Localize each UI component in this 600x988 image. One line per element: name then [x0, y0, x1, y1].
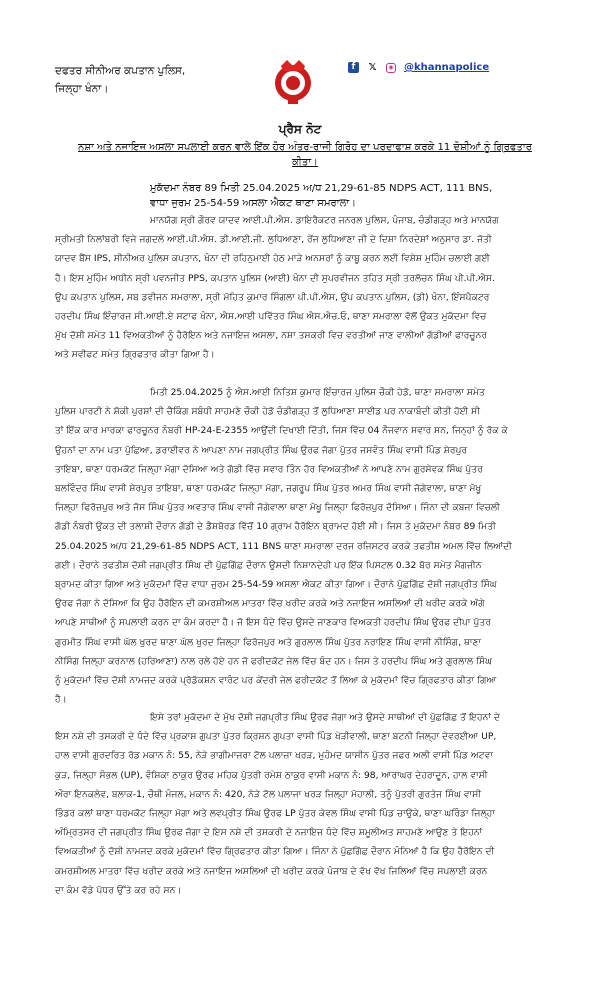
headline-line: ਨਸ਼ਾ ਅਤੇ ਨਜਾਇਜ ਅਸਲਾ ਸਪਲਾਈ ਕਰਨ ਵਾਲੇ ਇੱਕ ਹੋਰ ਅੰਤਰ-ਰਾਜੀ ਗਿਰੋਹ ਦਾ ਪਰਦਾਫਾਸ਼ ਕਰਕੇ 11 ਦੋਸ਼ੀਆਂ ਨੂੰ ਗ੍ਰਿਫਤਾਰ: [78, 142, 532, 153]
punjab-police-emblem-icon: [268, 56, 318, 106]
social-handle[interactable]: @khannapolice: [404, 62, 490, 73]
headline: [60, 140, 550, 170]
paragraph-1: [55, 211, 550, 365]
headline-line: ਕੀਤਾ।: [292, 157, 318, 168]
text-line: ਮਿਤੀ 25.04.2025 ਨੂੰ ਐਸ.ਆਈ ਨਿਤਿਸ਼ ਕੁਮਾਰ ਇੰਚਾਰਜ ਪੁਲਿਸ ਚੌਕੀ ਹੇਡੋ, ਥਾਣਾ ਸਮਰਾਲਾ ਸਮੇਤ: [150, 387, 485, 398]
social-links: [348, 62, 489, 73]
text-line: ਇਸੇ ਤਰਾਂ ਮੁਕੱਦਮਾ ਦੇ ਮੁੱਖ ਦੋਸ਼ੀ ਜਗਪ੍ਰੀਤ ਸਿੰਘ ਉਰਫ ਜੱਗਾ ਅਤੇ ਉਸਦੇ ਸਾਥੀਆਂ ਦੀ ਪੁੱਛਗਿੱਛ ਤੋਂ ਇਹਨਾਂ ਦੇ: [150, 712, 500, 723]
text-line: ਤਾਇਬਾ, ਥਾਣਾ ਧਰਮਕੋਟ ਜਿਲ੍ਹਾ ਮੋਗਾ ਦੱਸਿਆ ਅਤੇ ਗੱਡੀ ਵਿੱਚ ਸਵਾਰ ਤਿੰਨ ਹੋਰ ਵਿਅਕਤੀਆਂ ਨੇ ਆਪਣੇ ਨਾਮ ਗੁਰਸੇਵਕ ਸਿੰਘ ਪੁੱਤਰ: [55, 463, 483, 475]
text-line: ਅਤੇ ਸਵੀਫਟ ਸਮੇਤ ਗ੍ਰਿਫਤਾਰ ਕੀਤਾ ਗਿਆ ਹੈ।: [55, 349, 215, 361]
text-line: ਭਿੰਡਰ ਕਲਾਂ ਥਾਣਾ ਧਰਮਕੋਟ ਜਿਲ੍ਹਾ ਮੋਗਾ ਅਤੇ ਲਵਪ੍ਰੀਤ ਸਿੰਘ ਉਰਫ LP ਪੁੱਤਰ ਕੇਵਲ ਸਿੰਘ ਵਾਸੀ ਪਿੰਡ ਚਾਉਕੇ, ਥਾਣਾ ਘਰਿੰਡਾ ਜਿਲ੍ਹਾ: [55, 808, 495, 820]
text-line: 25.04.2025 ਅ/ਧ 21,29-61-85 NDPS ACT, 111 BNS ਥਾਣਾ ਸਮਰਾਲਾ ਦਰਜ ਰਜਿਸਟਰ ਕਰਕੇ ਤਫਤੀਸ਼ ਅਮਲ ਵਿੱਚ ਲਿਆਂਦੀ: [55, 540, 512, 552]
x-icon[interactable]: 𝕏: [368, 62, 377, 73]
text-line: ਗੁਰਮੀਤ ਸਿੰਘ ਵਾਸੀ ਘੱਲ ਖੁਰਦ ਥਾਣਾ ਘੱਲ ਖੁਰਦ ਜਿਲ੍ਹਾ ਫਿਰੋਜਪੁਰ ਅਤੇ ਗੁਰਲਾਲ ਸਿੰਘ ਪੁੱਤਰ ਨਰਾਇਣ ਸਿੰਘ ਵਾਸੀ ਨੀਸਿੰਗ, ਥਾਣਾ: [55, 636, 482, 648]
office-line-1: ਦਫਤਰ ਸੀਨੀਅਰ ਕਪਤਾਨ ਪੁਲਿਸ,: [55, 65, 186, 77]
text-line: ਨੂੰ ਮੁਕੱਦਮਾਂ ਵਿੱਚ ਦੋਸ਼ੀ ਨਾਮਜਦ ਕਰਕੇ ਪ੍ਰੋਡੱਕਸ਼ਨ ਵਾਰੰਟ ਪਰ ਕੇਂਦਰੀ ਜੇਲ ਫਰੀਦਕੋਟ ਤੋਂ ਲਿਆ ਕੇ ਮੁਕੱਦਮਾਂ ਵਿੱਚ ਗ੍ਰਿਫਤਾਰ ਕੀਤਾ ਗਿਆ: [55, 675, 497, 687]
text-line: ਅੰਮ੍ਰਿਤਸਰ ਦੀ ਜਗਪ੍ਰੀਤ ਸਿੰਘ ਉਰਫ ਜੱਗਾ ਦੇ ਇਸ ਨਸ਼ੇ ਦੀ ਤਸਕਰੀ ਦੇ ਨਜਾਇਜ ਧੰਦੇ ਵਿੱਚ ਸ਼ਮੂਲੀਅਤ ਸਾਹਮਣੇ ਆਉਣ ਤੇ ਇਹਨਾਂ: [55, 827, 483, 839]
text-line: ਬ੍ਰਾਮਦ ਕੀਤਾ ਗਿਆ ਅਤੇ ਮੁਕੱਦਮਾਂ ਵਿੱਚ ਵਾਧਾ ਜੁਰਮ 25-54-59 ਅਸਲਾ ਐਕਟ ਕੀਤਾ ਗਿਆ। ਦੌਰਾਨੇ ਪੁੱਛਗਿੱਛ ਦੋਸ਼ੀ ਜਗਪ੍ਰੀਤ ਸਿੰਘ: [55, 579, 497, 591]
case-line: ਮੁਕੱਦਮਾ ਨੰਬਰ 89 ਮਿਤੀ 25.04.2025 ਅ/ਧ 21,29-61-85 NDPS ACT, 111 BNS,: [150, 183, 493, 194]
text-line: ਆਪਣੇ ਸਾਥੀਆਂ ਨੂੰ ਸਪਲਾਈ ਕਰਨ ਦਾ ਕੰਮ ਕਰਦਾ ਹੈ। ਜੋ ਇਸ ਧੰਦੇ ਵਿੱਚ ਉਸਦੇ ਜਾਣਕਾਰ ਵਿਅਕਤੀ ਹਰਦੀਪ ਸਿੰਘ ਉਰਫ ਦੀਪਾ ਪੁੱਤਰ: [55, 617, 491, 629]
text-line: ਗਈ। ਦੌਰਾਨੇ ਤਫਤੀਸ਼ ਦੋਸ਼ੀ ਜਗਪ੍ਰੀਤ ਸਿੰਘ ਦੀ ਪੁੱਛਗਿੱਛ ਦੌਰਾਨ ਉਸਦੀ ਨਿਸ਼ਾਨਦੇਹੀ ਪਰ ਇੱਕ ਪਿਸਟਲ 0.32 ਬੋਰ ਸਮੇਤ ਮੈਗਜੀਨ: [55, 559, 482, 571]
text-line: ਉਹਨਾਂ ਦਾ ਨਾਮ ਪਤਾ ਪੁੱਛਿਆ, ਡਰਾਈਵਰ ਨੇ ਆਪਣਾ ਨਾਮ ਜਗਪ੍ਰੀਤ ਸਿੰਘ ਉਰਫ ਜੱਗਾ ਪੁੱਤਰ ਜਸਵੰਤ ਸਿੰਘ ਵਾਸੀ ਪਿੰਡ ਸ਼ੇਰਪੁਰ: [55, 444, 468, 456]
text-line: ਯਾਦਵ ਬੈਂਸ IPS, ਸੀਨੀਅਰ ਪੁਲਿਸ ਕਪਤਾਨ, ਖੰਨਾ ਦੀ ਰਹਿਨੁਮਾਈ ਹੇਠ ਮਾੜੇ ਅਨਸਰਾਂ ਨੂੰ ਕਾਬੂ ਕਰਨ ਲਈ ਵਿਸ਼ੇਸ਼ ਮੁਹਿੰਮ ਚਲਾਈ ਗਈ: [55, 253, 490, 265]
text-line: ਵਿਅਕਤੀਆਂ ਨੂੰ ਦੋਸ਼ੀ ਨਾਮਜਦ ਕਰਕੇ ਮੁਕੱਦਮਾਂ ਵਿੱਚ ਗ੍ਰਿਫਤਾਰ ਕੀਤਾ ਗਿਆ। ਜਿੰਨਾ ਨੇ ਪੁੱਛਗਿੱਛ ਦੌਰਾਨ ਮੰਨਿਆਂ ਹੈ ਕਿ ਉਹ ਹੈਰੋਇਨ ਦੀ: [55, 846, 495, 858]
text-line: ਮਾਨਯੋਗ ਸ੍ਰੀ ਗੌਰਵ ਯਾਦਵ ਆਈ.ਪੀ.ਐਸ. ਡਾਇਰੈਕਟਰ ਜਨਰਲ ਪੁਲਿਸ, ਪੰਜਾਬ, ਚੰਡੀਗੜ੍ਹ ਅਤੇ ਮਾਨਯੋਗ: [150, 215, 499, 226]
text-line: ਗੱਡੀ ਨੰਬਰੀ ਉਕਤ ਦੀ ਤਲਾਸ਼ੀ ਦੌਰਾਨ ਗੱਡੀ ਦੇ ਡੈਸ਼ਬੋਰਡ ਵਿੱਚੋਂ 10 ਗ੍ਰਾਮ ਹੈਰੋਇਨ ਬ੍ਰਾਮਦ ਹੋਈ ਸੀ। ਜਿਸ ਤੇ ਮੁਕੱਦਮਾ ਨੰਬਰ 89 ਮਿਤੀ: [55, 521, 496, 533]
text-line: ਮੁੱਖ ਦੋਸ਼ੀ ਸਮੇਤ 11 ਵਿਅਕਤੀਆਂ ਨੂੰ ਹੈਰੋਇਨ ਅਤੇ ਨਜਾਇਜ ਅਸਲਾ, ਨਸ਼ਾ ਤਸਕਰੀ ਵਿਚ ਵਰਤੀਆਂ ਜਾਣ ਵਾਲੀਆਂ ਗੱਡੀਆਂ ਫਾਰਚੂਨਰ: [55, 330, 488, 342]
text-line: ਹੈ। ਇਸ ਮੁਹਿੰਮ ਅਧੀਨ ਸ੍ਰੀ ਪਵਨਜੀਤ PPS, ਕਪਤਾਨ ਪੁਲਿਸ (ਆਈ) ਖੰਨਾ ਦੀ ਸੁਪਰਵੀਜਨ ਤਹਿਤ ਸ੍ਰੀ ਤਰਲੋਚਨ ਸਿੰਘ ਪੀ.ਪੀ.ਐਸ.: [55, 272, 496, 284]
instagram-icon[interactable]: ◉: [386, 63, 396, 73]
office-line-2: ਜਿਲ੍ਹਾ ਖੰਨਾ।: [55, 83, 109, 95]
text-line: ਬਲਵਿੰਦਰ ਸਿੰਘ ਵਾਸੀ ਸ਼ੇਰਪੁਰ ਤਾਇਬਾ, ਥਾਣਾ ਧਰਮਕੋਟ ਜਿਲ੍ਹਾ ਮੋਗਾ, ਜਗਰੂਪ ਸਿੰਘ ਪੁੱਤਰ ਅਮਰ ਸਿੰਘ ਵਾਸੀ ਜੋਗੇਵਾਲਾ, ਥਾਣਾ ਮੱਖੂ: [55, 483, 482, 495]
text-line: ਇਸ ਨਸ਼ੇ ਦੀ ਤਸਕਰੀ ਦੇ ਧੰਦੇ ਵਿੱਚ ਪ੍ਰਕਾਸ਼ ਗੁਪਤਾ ਪੁੱਤਰ ਕ੍ਰਿਸ਼ਨ ਗੁਪਤਾ ਵਾਸੀ ਪਿੰਡ ਖੇੜੀਵਾਲੀ, ਥਾਣਾ ਬਟਨੀ ਜਿਲ੍ਹਾ ਦੇਵਰਈਆ UP,: [55, 731, 497, 743]
text-line: ਤਾਂ ਇੱਕ ਕਾਰ ਮਾਰਕਾ ਫਾਰਚੂਨਰ ਨੰਬਰੀ HP-24-E-2355 ਆਉਂਦੀ ਦਿਖਾਈ ਦਿੱਤੀ, ਜਿਸ ਵਿੱਚ 04 ਨੌਜਵਾਨ ਸਵਾਰ ਸਨ, ਜਿਨ੍ਹਾਂ ਨੂੰ ਰੋਕ ਕੇ: [55, 425, 508, 437]
text-line: ਔਰਾ ਇਨਕਲੇਵ, ਬਲਾਕ-1, ਚੌਥੀ ਮੰਜਲ, ਮਕਾਨ ਨੰ: 420, ਨੇੜੇ ਟੋਲ ਪਲਾਜਾ ਖਰੜ ਜਿਲ੍ਹਾ ਮੋਹਾਲੀ, ਤਨੂੰ ਪੁੱਤਰੀ ਗੁਰਤੇਜ ਸਿੰਘ ਵਾਸੀ: [55, 788, 482, 800]
text-line: ਹੈ।: [55, 694, 67, 706]
page-title: ਪ੍ਰੈਸ ਨੋਟ: [278, 122, 322, 136]
paragraph-2: [55, 383, 550, 709]
office-address: [55, 62, 185, 98]
text-line: ਜਿਲ੍ਹਾ ਫਿਰੋਜ਼ਪੁਰ ਅਤੇ ਜੱਸ ਸਿੰਘ ਪੁੱਤਰ ਅਵਤਾਰ ਸਿੰਘ ਵਾਸੀ ਜੋਗੇਵਾਲਾ ਥਾਣਾ ਮੱਖੂ ਜਿਲ੍ਹਾ ਫਿਰੋਜ਼ਪੁਰ ਦੱਸਿਆ। ਜਿੰਨਾ ਦੀ ਕਬਜਾ ਵਿਚਲੀ: [55, 502, 500, 514]
paragraph-3: [55, 708, 550, 900]
text-line: ਨੀਸਿੰਗ ਜਿਲ੍ਹਾ ਕਰਨਾਲ (ਹਰਿਆਣਾ) ਨਾਲ ਰਲੇ ਹੋਏ ਹਨ ਜੋ ਫਰੀਦਕੋਟ ਜੇਲ ਵਿੱਚ ਬੰਦ ਹਨ। ਜਿਸ ਤੇ ਹਰਦੀਪ ਸਿੰਘ ਅਤੇ ਗੁਰਲਾਲ ਸਿੰਘ: [55, 655, 493, 667]
text-line: ਹਾਲ ਵਾਸੀ ਗੁਰਦਰਿਤ ਰੋਡ ਮਕਾਨ ਨੰ: 55, ਨੇੜੇ ਭਾਗੀਮਾਜਰਾ ਟੋਲ ਪਲਾਜ਼ਾ ਖਰੜ, ਮੁਹੰਮਦ ਯਾਸੀਨ ਪੁੱਤਰ ਜਫਰ ਅਲੀ ਵਾਸੀ ਪਿੰਡ ਅਟਵਾ: [55, 750, 493, 762]
text-line: ਕਮਰਸ਼ੀਅਲ ਮਾਤਰਾ ਵਿੱਚ ਖਰੀਦ ਕਰਕੇ ਅਤੇ ਨਜਾਇਜ ਅਸਲਿਆਂ ਦੀ ਖਰੀਦ ਕਰਕੇ ਪੰਜਾਬ ਦੇ ਵੱਖ ਵੱਖ ਜਿਲਿਆਂ ਵਿੱਚ ਸਪਲਾਈ ਕਰਨ: [55, 865, 488, 877]
case-info: [150, 181, 550, 211]
text-line: ਉਰਫ ਜੱਗਾ ਨੇ ਦੱਸਿਆ ਕਿ ਉਹ ਹੈਰੋਇਨ ਦੀ ਕਮਰਸ਼ੀਅਲ ਮਾਤਰਾ ਵਿੱਚ ਖਰੀਦ ਕਰਕੇ ਅਤੇ ਨਜਾਇਜ ਅਸਲਿਆਂ ਦੀ ਖਰੀਦ ਕਰਕੇ ਅੱਗੇ: [55, 598, 485, 610]
text-line: ਦਾ ਕੰਮ ਵੱਡੇ ਪੱਧਰ ਉੱਤੇ ਕਰ ਰਹੇ ਸਨ।: [55, 884, 182, 896]
text-line: ਉਪ ਕਪਤਾਨ ਪੁਲਿਸ, ਸਬ ਡਵੀਜਨ ਸਮਰਾਲਾ, ਸ੍ਰੀ ਮੋਹਿਤ ਕੁਮਾਰ ਸਿੰਗਲਾ ਪੀ.ਪੀ.ਐਸ, ਉਪ ਕਪਤਾਨ ਪੁਲਿਸ, (ਡੀ) ਖੰਨਾ, ਇੰਸਪੈਕਟਰ: [55, 291, 490, 303]
facebook-icon[interactable]: f: [348, 62, 359, 73]
text-line: ਪੁਲਿਸ ਪਾਰਟੀ ਨੇ ਸ਼ੱਕੀ ਪੁਰਸ਼ਾਂ ਦੀ ਚੈਕਿੰਗ ਸਬੰਧੀ ਸਾਹਮਣੇ ਚੌਕੀ ਹੇਡੋ ਚੰਡੀਗੜ੍ਹ ਤੋਂ ਲੁਧਿਆਣਾ ਸਾਈਡ ਪਰ ਨਾਕਾਬੰਦੀ ਕੀਤੀ ਹੋਈ ਸੀ: [55, 406, 480, 418]
case-line: ਵਾਧਾ ਜੁਰਮ 25-54-59 ਅਸਲਾ ਐਕਟ ਥਾਣਾ ਸਮਰਾਲਾ।: [150, 198, 356, 209]
text-line: ਕੁੜ, ਜਿਲ੍ਹਾ ਸੰਭਲ (UP), ਵੰਸ਼ਿਕਾ ਠਾਕੁਰ ਉਰਫ ਮਹਿਕ ਪੁੱਤਰੀ ਰਮੇਸ਼ ਠਾਕੁਰ ਵਾਸੀ ਮਕਾਨ ਨੰ: 98, ਆਰਾਘਰ ਦੇਹਰਾਦੂਨ, ਹਾਲ ਵਾਸੀ: [55, 769, 488, 781]
text-line: ਹਰਦੀਪ ਸਿੰਘ ਇੰਚਾਰਜ ਸੀ.ਆਈ.ਏ ਸਟਾਫ ਖੰਨਾ, ਐਸ.ਆਈ ਪਵਿੱਤਰ ਸਿੰਘ ਐਸ.ਐਚ.ਓ, ਥਾਣਾ ਸਮਰਾਲਾ ਵੱਲੋਂ ਉਕਤ ਮੁਕੱਦਮਾ ਵਿਚ: [55, 311, 487, 323]
text-line: ਸ੍ਰੀਮਤੀ ਨਿਲਾਂਬਰੀ ਵਿਜੇ ਜਗਦਲੇ ਆਈ.ਪੀ.ਐਸ. ਡੀ.ਆਈ.ਜੀ. ਲੁਧਿਆਣਾ, ਰੇਂਜ ਲੁਧਿਆਣਾ ਜੀ ਦੇ ਦਿਸ਼ਾ ਨਿਰਦੇਸ਼ਾਂ ਅਨੁਸਾਰ ਡਾ. ਜੋਤੀ: [55, 234, 492, 246]
